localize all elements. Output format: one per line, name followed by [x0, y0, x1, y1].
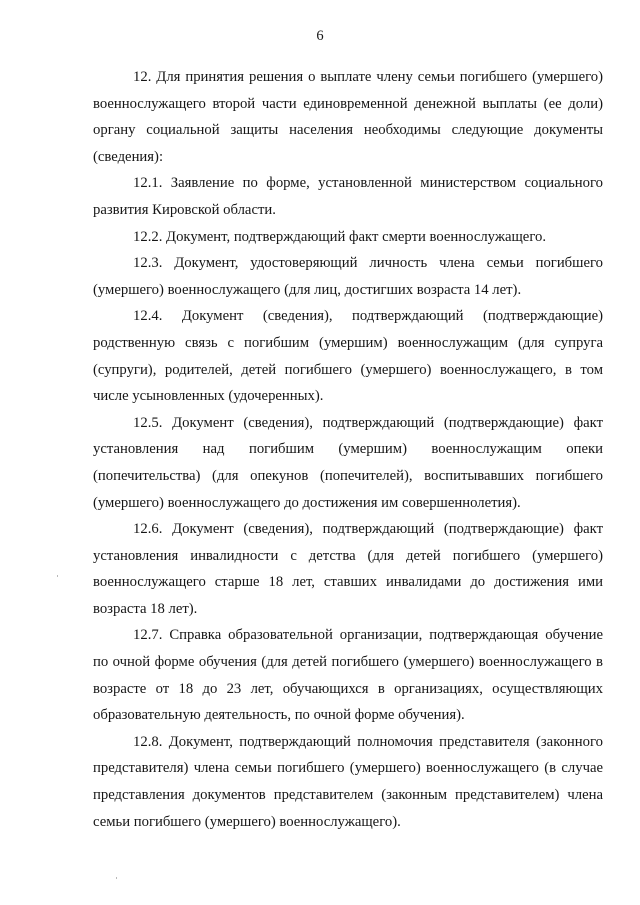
scan-mark — [57, 575, 58, 577]
paragraph-12-5: 12.5. Документ (сведения), подтверждающий (подтверждающие) факт установления над погибшим (умершим) военнослужащим опеки (попечительства) (для опекунов (попечителей), воспитывавших погибшего (умершего) военнослужащего до достижения им совершеннолетия). — [93, 414, 603, 511]
paragraph-12-6: 12.6. Документ (сведения), подтверждающий (подтверждающие) факт установления инвалидности с детства (для детей погибшего (умершего) военнослужащего старше 18 лет, ставших инвалидами до достижения ими возраста 18 лет). — [93, 521, 603, 617]
paragraph-12-7: 12.7. Справка образовательной организации, подтверждающая обучение по очной форме обучения (для детей погибшего (умершего) военнослужащего в возрасте от 18 до 23 лет, обучающихся в организациях, осуществляющих образовательную деятельность, по очной форме обучения). — [93, 627, 603, 724]
paragraph-12-3: 12.3. Документ, удостоверяющий личность члена семьи погибшего (умершего) военнослужащего (для лиц, достигших возраста 14 лет). — [93, 255, 603, 298]
scan-mark — [116, 877, 117, 879]
page-number: 6 — [316, 28, 324, 44]
paragraph-12-8: 12.8. Документ, подтверждающий полномочия представителя (законного представителя) члена семьи погибшего (умершего) военнослужащего (в случае представления документов представителем (законным представителем) члена семьи погибшего (умершего) военнослужащего). — [93, 733, 603, 830]
document-body — [93, 64, 603, 835]
paragraph-12-2: 12.2. Документ, подтверждающий факт смерти военнослужащего. — [133, 228, 546, 245]
paragraph-12-1: 12.1. Заявление по форме, установленной министерством социального развития Кировской области. — [93, 175, 603, 218]
paragraph-12: 12. Для принятия решения о выплате члену семьи погибшего (умершего) военнослужащего второй части единовременной денежной выплаты (ее доли) органу социальной защиты населения необходимы следующие документы (сведения): — [93, 69, 603, 165]
paragraph-12-4: 12.4. Документ (сведения), подтверждающий (подтверждающие) родственную связь с погибшим (умершим) военнослужащим (для супруга (супруги), родителей, детей погибшего (умершего) военнослужащего, в том числе усыновленных (удочеренных). — [93, 308, 603, 405]
